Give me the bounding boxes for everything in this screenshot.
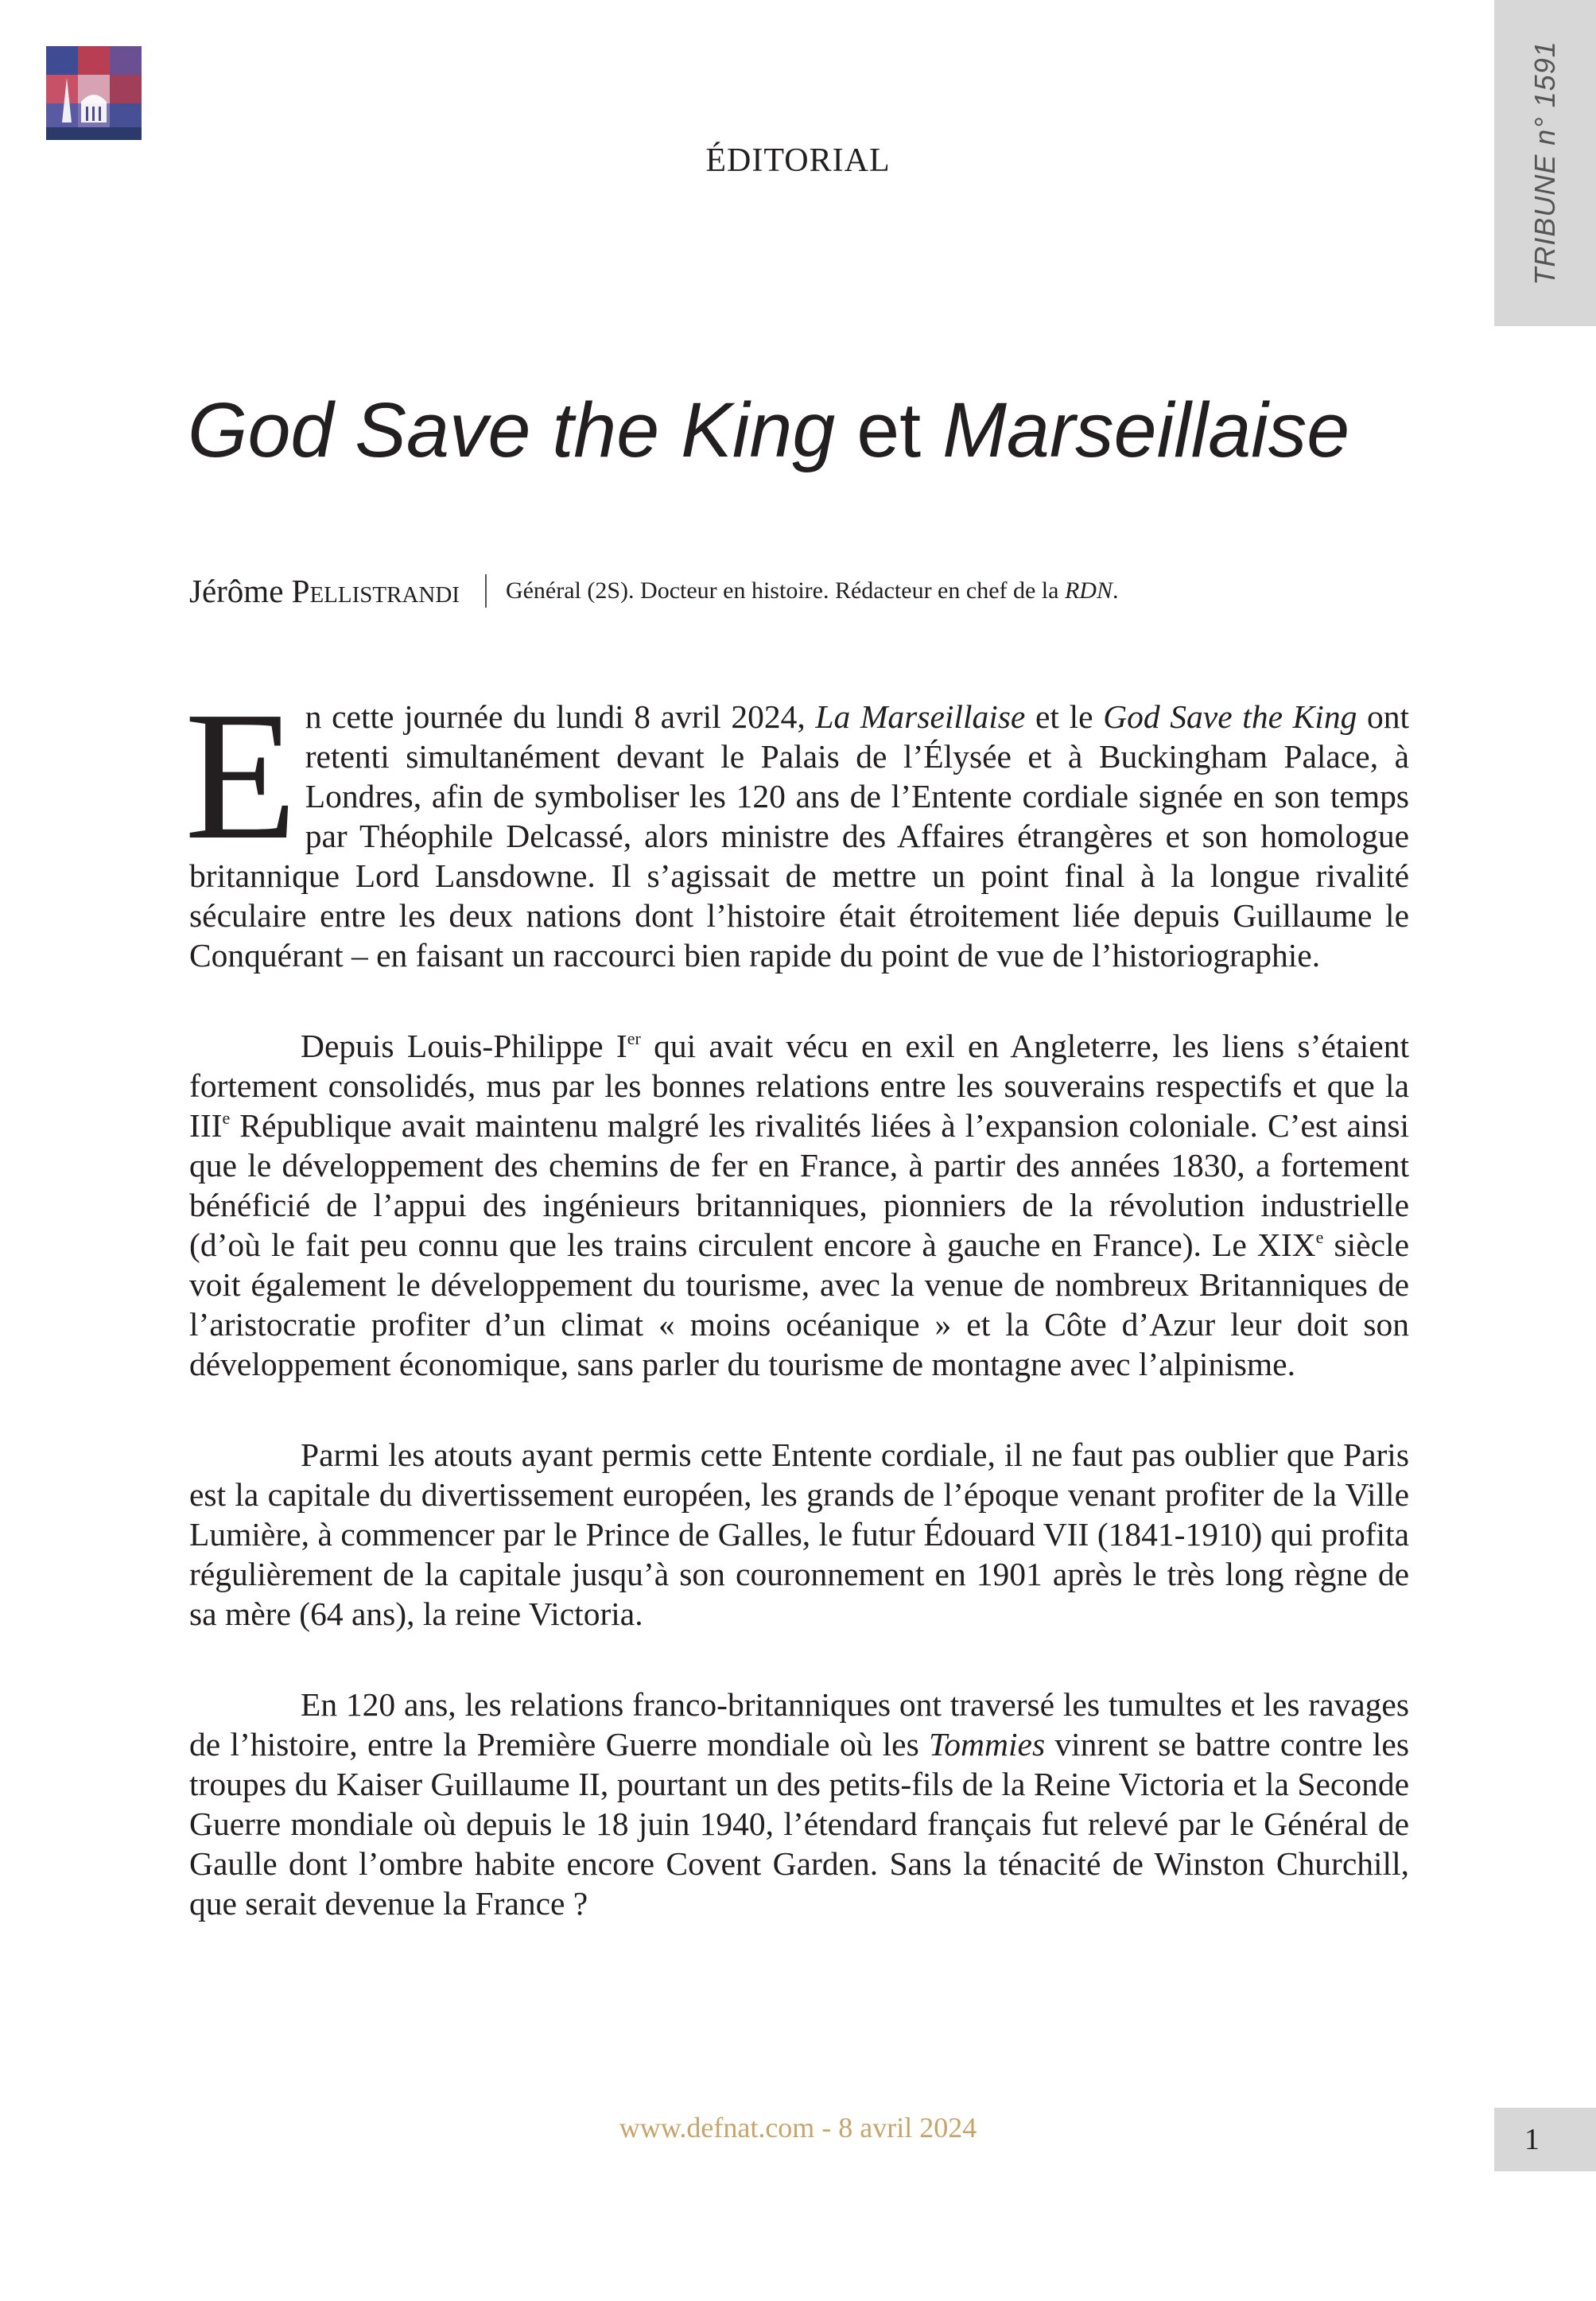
author-desc-suffix: . [1112, 577, 1119, 604]
p1-text-1: n cette journée du lundi 8 avril 2024, [305, 698, 816, 735]
paragraph-1 [184, 674, 1410, 975]
rdn-logo [46, 46, 142, 140]
byline-divider [485, 574, 487, 608]
p1-italic-2: God Save the King [1103, 698, 1357, 735]
p2-sup-2: e [222, 1108, 231, 1128]
drop-cap: E [184, 674, 297, 878]
p2-sup-1: er [627, 1028, 641, 1048]
article-title [188, 380, 1349, 480]
paragraph-3: Parmi les atouts ayant permis cette Entente cordiale, il ne faut pas oublier que Paris est la capitale du divertissement européen, les grands de l’époque venant profiter de la Ville Lumière, à commencer par le Prince de Galles, le futur Édouard VII (1841-1910) qui profita régulièrement de la capitale jusqu’à son couronnement en 1901 après le très long règne de sa mère (64 ans), la reine Victoria. [189, 1436, 1409, 1632]
p2-text-1: Depuis Louis-Philippe I [301, 1028, 627, 1064]
author-first-name: Jérôme [189, 573, 292, 609]
page-number-box [1494, 2108, 1596, 2171]
author-last-name: Pellistrandi [291, 573, 460, 609]
p1-italic-1: La Marseillaise [815, 698, 1026, 735]
page-number: 1 [1524, 2123, 1540, 2156]
section-label: ÉDITORIAL [705, 142, 891, 179]
author-desc-text: Général (2S). Docteur en histoire. Rédacteur en chef de la [505, 577, 1065, 604]
author-desc-rdn: RDN [1064, 577, 1113, 604]
byline [189, 569, 1118, 612]
title-part-3: Marseillaise [942, 387, 1350, 473]
p1-text-3: ont retenti simultanément devant le Palais de l’Élysée et à Buckingham Palace, à Londres, afin de symboliser les 120 ans de l’Entente cordiale signée en son temps par Théophile Delcassé, alors ministre des Affaires étrangères et son homologue britannique Lord Lansdowne. Il s’agissait de mettre un point final à la longue rivalité séculaire entre les deux nations dont l’histoire était étroitement liée depuis Guillaume le Conquérant – en faisant un raccourci bien rapide du point de vue de l’historiographie. [189, 698, 1410, 974]
article-body [184, 674, 1410, 1974]
p2-text-2: qui avait vécu en exil en Angleterre, les liens s’étaient fortement consolidés, mus par les bonnes relations entre les souverains respectifs et que la III [189, 1028, 1409, 1144]
p4-italic-1: Tommies [929, 1726, 1046, 1763]
title-part-1: God Save the King [188, 387, 836, 473]
p2-sup-3: e [1315, 1227, 1324, 1247]
p4-text-2: vinrent se battre contre les troupes du Kaiser Guillaume II, pourtant un des petits-fils de la Reine Victoria et la Seconde Guerre mondiale où depuis le 18 juin 1940, l’étendard français fut relevé par le Général de Gaulle dont l’ombre habite encore Covent Garden. Sans la ténacité de Winston Churchill, que serait devenue la France ? [189, 1726, 1409, 1922]
p1-text-2: et le [1025, 698, 1104, 735]
issue-number: TRIBUNE n° 1591 [1528, 41, 1561, 286]
paragraph-4 [189, 1685, 1409, 1923]
footer-url-date: www.defnat.com - 8 avril 2024 [619, 2112, 977, 2144]
p2-text-4: siècle voit également le développement du tourisme, avec la venue de nombreux Britanniques de l’aristocratie profiter d’un climat « moins océanique » et la Côte d’Azur leur doit son développement économique, sans parler du tourisme de montagne avec l’alpinisme. [189, 1226, 1409, 1382]
author-name [189, 572, 460, 610]
p4-text-1: En 120 ans, les relations franco-britanniques ont traversé les tumultes et les ravages de l’histoire, entre la Première Guerre mondiale où les [189, 1686, 1409, 1763]
p2-text-3: République avait maintenu malgré les rivalités liées à l’expansion coloniale. C’est ainsi que le développement des chemins de fer en France, à partir des années 1830, a fortement bénéficié de l’appui des ingénieurs britanniques, pionniers de la révolution industrielle (d’où le fait peu connu que les trains circulent encore à gauche en France). Le XIX [189, 1107, 1409, 1263]
title-part-2: et [835, 387, 943, 473]
paragraph-2 [189, 1026, 1409, 1384]
author-description [506, 577, 1119, 604]
